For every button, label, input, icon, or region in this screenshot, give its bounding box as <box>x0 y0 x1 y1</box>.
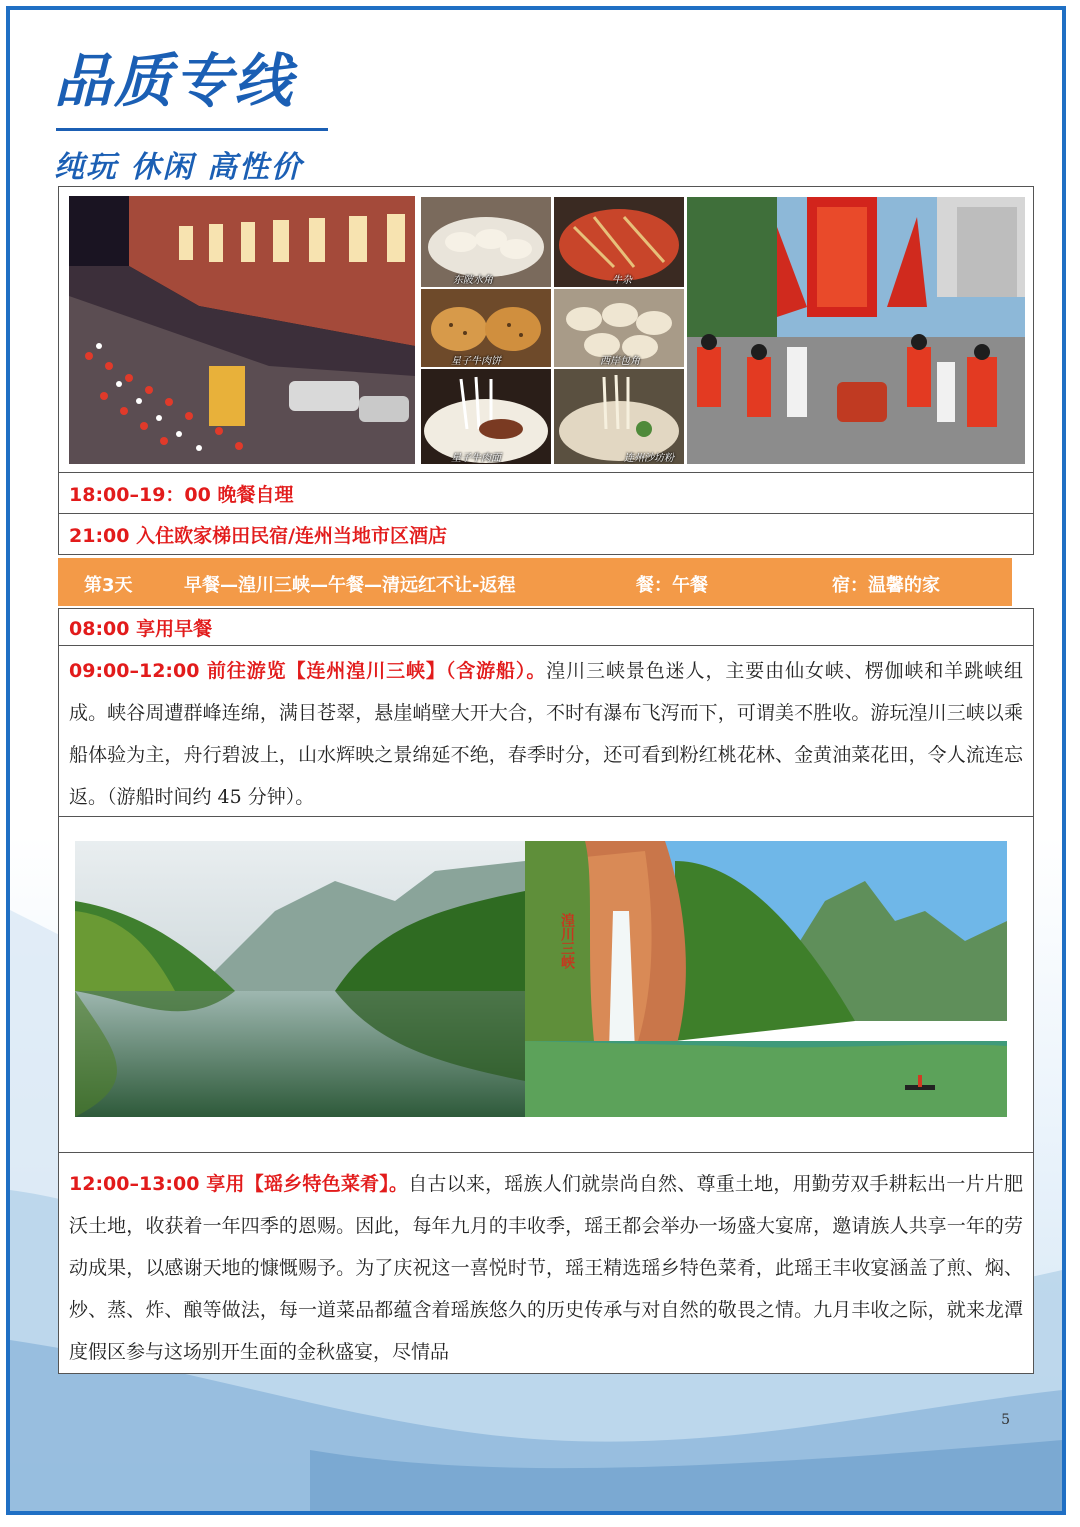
activity-tour-box <box>58 645 1034 817</box>
day-bar <box>58 558 1012 606</box>
photo-food-5 <box>421 369 551 464</box>
photo-food-3 <box>421 289 551 367</box>
photo-food-1 <box>421 197 551 287</box>
day-meals: 餐：午餐 <box>636 575 708 596</box>
food-caption-2: 牛杂 <box>612 275 632 286</box>
food-caption-3: 星子牛肉饼 <box>451 356 501 367</box>
brand-underline <box>56 128 328 131</box>
photo-gorge-reflection <box>75 841 525 1117</box>
activity-lunch-paragraph <box>69 1163 1023 1373</box>
brand-title: 品质专线 <box>54 47 295 115</box>
page-number: 5 <box>1001 1412 1010 1428</box>
row-breakfast-text: 08:00 享用早餐 <box>69 617 213 640</box>
row-dinner-text: 18:00–19：00 晚餐自理 <box>69 483 294 506</box>
photo-night-parade <box>69 196 415 464</box>
photo-food-4 <box>554 289 684 367</box>
photo-gorge-waterfall <box>525 841 1007 1117</box>
row-checkin <box>58 513 1034 555</box>
brand-subtitle: 纯玩 休闲 高性价 <box>54 150 303 185</box>
activity-tour-paragraph <box>69 650 1023 818</box>
activity-lunch-box <box>58 1152 1034 1374</box>
activity-lunch-time: 12:00–13:00 享用【瑶乡特色菜肴】。 <box>69 1173 409 1195</box>
activity-lunch-body: 自古以来，瑶族人们就崇尚自然、尊重土地，用勤劳双手耕耘出一片片肥沃土地，收获着一年四季的恩赐。因此，每年九月的丰收季，瑶王都会举办一场盛大宴席，邀请族人共享一年的劳动成果，以感谢天地的慷慨赐予。为了庆祝这一喜悦时节，瑶王精选瑶乡特色菜肴，此瑶王丰收宴涵盖了煎、焖、炒、蒸、炸、酿等做法，每一道菜品都蕴含着瑶族悠久的历史传承与对自然的敬畏之情。九月丰收之际，就来龙潭度假区参与这场别开生面的金秋盛宴，尽情品 <box>69 1173 1023 1363</box>
food-caption-6: 连州沙坊粉 <box>624 453 674 464</box>
row-dinner <box>58 472 1034 514</box>
activity-tour-body: 湟川三峡景色迷人，主要由仙女峡、楞伽峡和羊跳峡组成。峡谷周遭群峰连绵，满目苍翠，悬崖峭壁大开大合，不时有瀑布飞泻而下，可谓美不胜收。游玩湟川三峡以乘船体验为主，舟行碧波上，山水辉映之景绵延不绝，春季时分，还可看到粉红桃花林、金黄油菜花田，令人流连忘返。（游船时间约 45 分钟）。 <box>69 660 1023 808</box>
activity-tour-time: 09:00–12:00 前往游览【连州湟川三峡】（含游船）。 <box>69 660 547 682</box>
photo-lion-dance <box>687 197 1025 464</box>
food-caption-4: 西岸包角 <box>600 356 640 367</box>
page-frame <box>6 6 1066 1515</box>
gorge-sign-text: 湟川三峡 <box>559 913 575 969</box>
day-label: 第3天 <box>84 575 133 596</box>
row-checkin-text: 21:00 入住欧家梯田民宿/连州当地市区酒店 <box>69 524 448 547</box>
photo-box-culture <box>58 186 1034 473</box>
day-lodging: 宿：温馨的家 <box>832 575 940 596</box>
photo-food-2 <box>554 197 684 287</box>
photo-box-gorge <box>58 816 1034 1153</box>
photo-food-6 <box>554 369 684 464</box>
row-breakfast <box>58 608 1034 646</box>
day-route: 早餐—湟川三峡—午餐—清远红不让-返程 <box>184 575 516 596</box>
food-caption-5: 星子牛肉面 <box>451 453 501 464</box>
food-caption-1: 东陂水角 <box>453 275 493 286</box>
